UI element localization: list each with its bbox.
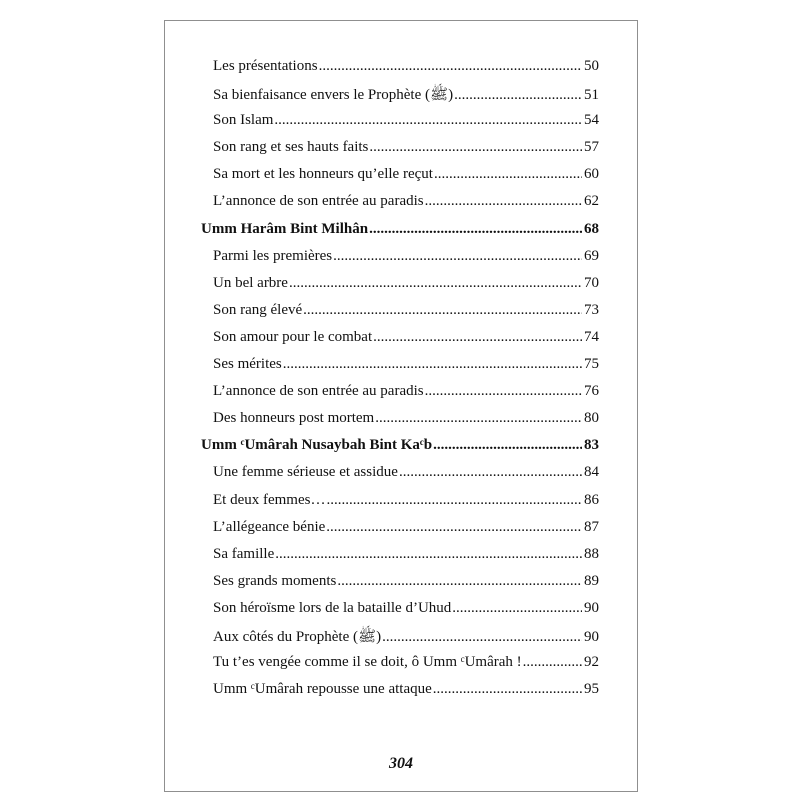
toc-entry (201, 492, 599, 519)
toc-entry-page-number: 68 (584, 220, 599, 237)
toc-entry-page-number: 88 (584, 545, 599, 562)
dot-leader (289, 275, 582, 292)
toc-entry (201, 356, 599, 383)
toc-entry (201, 627, 599, 654)
toc-entry-title: L’annonce de son entrée au paradis (213, 193, 424, 210)
toc-entry-page-number: 90 (584, 628, 599, 645)
dot-leader (369, 221, 582, 238)
dot-leader (425, 193, 582, 210)
toc-entry-title: Sa famille (213, 545, 275, 562)
toc-entry (201, 58, 599, 85)
table-of-contents (201, 58, 599, 708)
toc-entry-page-number: 60 (584, 166, 599, 183)
dot-leader (274, 112, 582, 129)
dot-leader (275, 546, 582, 563)
dot-leader (433, 437, 582, 454)
toc-entry (201, 681, 599, 708)
toc-entry (201, 302, 599, 329)
dot-leader (326, 492, 582, 509)
dot-leader (452, 600, 582, 617)
toc-entry-title: Et deux femmes… (213, 491, 326, 508)
toc-entry-title: L’annonce de son entrée au paradis (213, 383, 424, 400)
dot-leader (382, 629, 582, 646)
toc-entry-page-number: 51 (584, 87, 599, 104)
toc-entry-title: Umm ᶜUmârah Nusaybah Bint Kaᶜb (201, 437, 433, 454)
toc-entry-title: L’allégeance bénie (213, 518, 326, 535)
toc-entry-title: Ses mérites (213, 356, 282, 373)
toc-entry-title: Un bel arbre (213, 274, 288, 291)
dot-leader (333, 248, 582, 265)
toc-entry (201, 193, 599, 220)
dot-leader (303, 302, 582, 319)
toc-entry (201, 166, 599, 193)
dot-leader (373, 329, 582, 346)
toc-entry (201, 546, 599, 573)
toc-entry (201, 329, 599, 356)
toc-entry-page-number: 89 (584, 572, 599, 589)
toc-entry (201, 410, 599, 437)
toc-entry (201, 112, 599, 139)
toc-entry-title: Son Islam (213, 112, 274, 129)
toc-entry (201, 464, 599, 491)
toc-entry-title: Sa bienfaisance envers le Prophète (ﷺ) (213, 87, 454, 104)
toc-entry-title: Son rang et ses hauts faits (213, 139, 369, 156)
toc-entry (201, 519, 599, 546)
dot-leader (283, 356, 582, 373)
dot-leader (523, 654, 582, 671)
toc-entry-title: Aux côtés du Prophète (ﷺ) (213, 628, 382, 645)
toc-entry-page-number: 50 (584, 58, 599, 74)
toc-entry-page-number: 87 (584, 518, 599, 535)
toc-entry (201, 573, 599, 600)
toc-entry (201, 654, 599, 681)
dot-leader (425, 383, 582, 400)
toc-section-heading (201, 437, 599, 464)
toc-entry-page-number: 73 (584, 301, 599, 318)
toc-entry-title: Des honneurs post mortem (213, 410, 375, 427)
toc-entry (201, 139, 599, 166)
dot-leader (454, 87, 582, 104)
toc-entry-page-number: 74 (584, 328, 599, 345)
toc-entry-page-number: 83 (584, 437, 599, 454)
toc-entry-title: Ses grands moments (213, 572, 337, 589)
toc-entry (201, 85, 599, 112)
toc-entry-page-number: 70 (584, 274, 599, 291)
toc-entry-page-number: 62 (584, 193, 599, 210)
toc-entry-page-number: 95 (584, 681, 599, 698)
dot-leader (433, 681, 582, 698)
dot-leader (337, 573, 582, 590)
toc-entry-title: Son amour pour le combat (213, 328, 373, 345)
toc-entry-title: Umm ᶜUmârah repousse une attaque (213, 681, 432, 698)
toc-entry-page-number: 54 (584, 112, 599, 129)
dot-leader (369, 139, 582, 156)
toc-entry-title: Les présentations (213, 58, 318, 74)
toc-entry-title: Tu t’es vengée comme il se doit, ô Umm ᶜUmârah ! (213, 654, 522, 671)
toc-section-heading (201, 221, 599, 248)
dot-leader (319, 58, 582, 75)
toc-entry-title: Umm Harâm Bint Milhân (201, 220, 369, 237)
toc-entry-page-number: 57 (584, 139, 599, 156)
toc-entry (201, 383, 599, 410)
toc-entry (201, 600, 599, 627)
toc-entry-page-number: 84 (584, 464, 599, 481)
toc-entry-page-number: 75 (584, 356, 599, 373)
dot-leader (434, 166, 582, 183)
toc-entry-page-number: 92 (584, 654, 599, 671)
toc-entry-title: Son héroïsme lors de la bataille d’Uhud (213, 599, 452, 616)
dot-leader (326, 519, 582, 536)
toc-entry-title: Sa mort et les honneurs qu’elle reçut (213, 166, 433, 183)
toc-entry (201, 248, 599, 275)
toc-entry-page-number: 80 (584, 410, 599, 427)
dot-leader (399, 464, 582, 481)
dot-leader (375, 410, 582, 427)
toc-entry-title: Son rang élevé (213, 301, 303, 318)
page-number: 304 (389, 755, 413, 772)
toc-entry-page-number: 76 (584, 383, 599, 400)
toc-entry-page-number: 90 (584, 599, 599, 616)
toc-entry-page-number: 86 (584, 491, 599, 508)
toc-entry (201, 275, 599, 302)
toc-entry-page-number: 69 (584, 247, 599, 264)
toc-entry-title: Parmi les premières (213, 247, 333, 264)
book-page (164, 20, 638, 792)
toc-entry-title: Une femme sérieuse et assidue (213, 464, 398, 481)
